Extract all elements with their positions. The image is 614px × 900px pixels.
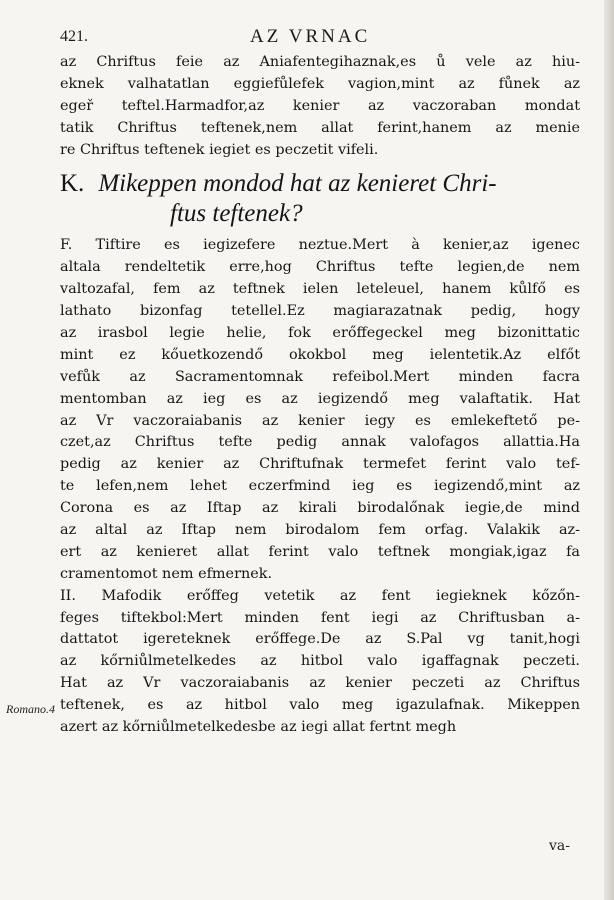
- text-line: az irasbol legie helie, fok erőffegeckel meg bizonittatic: [60, 325, 580, 342]
- text-line: altala rendeltetik erre,hog Chriftus tefte legien,de nem: [60, 259, 580, 276]
- text-line: valtozafal, fem az teftnek ielen leteleuel, hanem kůlfő es: [60, 281, 580, 298]
- text-line: ert az kenieret allat ferint valo teftnek mongiak,igaz fa: [60, 543, 580, 560]
- text-line: teftenek, es az hitbol valo meg igazulafnak. Mikeppen: [60, 697, 580, 714]
- page-edge: [604, 0, 614, 900]
- second-paragraph: [60, 586, 580, 739]
- text-line: az kőrniůlmetelkedes az hitbol valo igaffagnak peczeti.: [60, 653, 580, 670]
- text-line: pedig az kenier az Chriftufnak termefet ferint valo tef-: [60, 456, 580, 473]
- question-text-line2: ftus teftenek?: [170, 200, 303, 228]
- text-line: Corona es az Iftap az kirali birodalőnak iegie,de mind: [60, 500, 580, 517]
- text-line: tatik Chriftus teftenek,nem allat ferint,hanem az menie: [60, 119, 580, 136]
- text-line: lathato bizonfag tetellel.Ez magiarazatnak pedig, hogy: [60, 303, 580, 320]
- text-line: cramentomot nem efmernek.: [60, 565, 273, 582]
- text-line: mentomban az ieg es az iegizendő meg valaftatik. Hat: [60, 390, 580, 407]
- text-line: mint ez kőuetkozendő okokbol meg ielentetik.Az elfőt: [60, 346, 580, 363]
- text-line: egeř teftel.Harmadfor,az kenier az vaczoraban mondat: [60, 97, 580, 114]
- text-line: te lefen,nem lehet eczerfmind ieg es iegizendő,mint az: [60, 478, 580, 495]
- question-heading: [60, 169, 580, 199]
- text-line: az Vr vaczoraiabanis az kenier iegy es emlekeftető pe-: [60, 412, 580, 429]
- text-line: az Chriftus feie az Aniafentegihaznak,es ů vele az hiu-: [60, 54, 580, 70]
- text-line: az altal az Iftap nem birodalom fem orfag. Valakik az-: [60, 522, 580, 539]
- text-line: vefůk az Sacramentomnak refeibol.Mert minden facra: [60, 368, 580, 385]
- text-line: II. Mafodik erőffeg vetetik az fent iegieknek kőzőn-: [60, 587, 580, 604]
- text-line: azert az kőrniůlmetelkedesbe az iegi allat fertnt megh: [60, 719, 457, 736]
- text-line: re Chriftus teftenek iegiet es peczetit vifeli.: [60, 141, 379, 158]
- page-header: [60, 26, 580, 52]
- text-block: [60, 26, 580, 739]
- intro-paragraph: [60, 52, 580, 161]
- text-line: eknek valhatatlan eggiefůlefek vagion,mint az fůnek az: [60, 75, 580, 92]
- question-label: K.: [60, 170, 85, 198]
- text-line: feges tiftekbol:Mert minden fent iegi az Chriftusban a-: [60, 609, 580, 626]
- text-line: F. Tiftire es iegizefere neztue.Mert à kenier,az igenec: [60, 237, 580, 254]
- page-number: 421.: [60, 28, 88, 45]
- running-title: AZ VRNAC: [250, 26, 371, 47]
- text-line: Hat az Vr vaczoraiabanis az kenier peczeti az Chriftus: [60, 675, 580, 692]
- question-text-line1: Mikeppen mondod hat az kenieret Chri-: [98, 170, 497, 198]
- text-line: dattatot igereteknek erőffege.De az S.Pal vg tanit,hogi: [60, 631, 580, 648]
- margin-note: Romano.4: [6, 702, 55, 716]
- answer-paragraph: [60, 235, 580, 585]
- catchword: va-: [549, 838, 570, 854]
- text-line: czet,az Chriftus tefte pedig annak valofagos allattia.Ha: [60, 434, 580, 451]
